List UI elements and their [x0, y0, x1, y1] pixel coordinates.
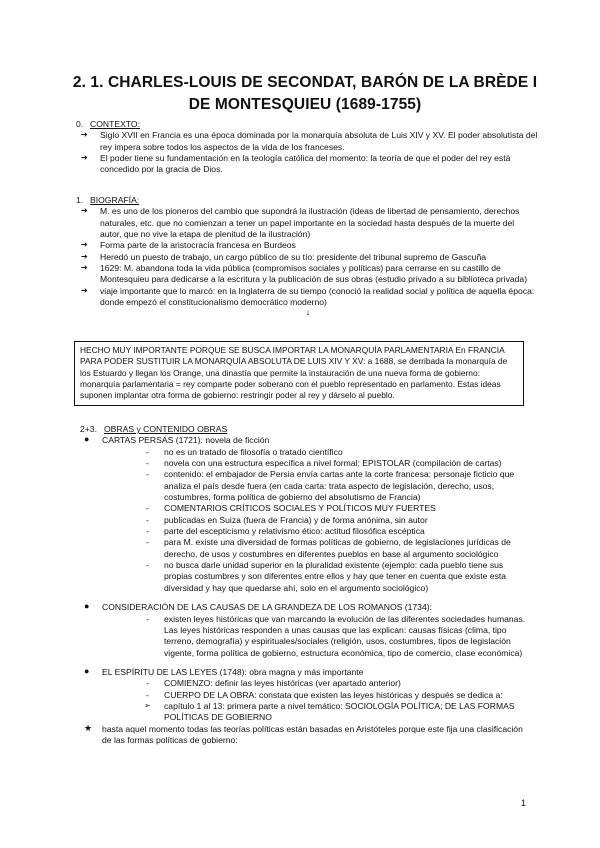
consideracion-details	[102, 614, 532, 659]
obra-espiritu-leyes	[82, 667, 532, 724]
star-icon: ★	[84, 722, 93, 733]
obra-label: EL ESPÍRITU DE LAS LEYES (1748): obra magna y más importante	[102, 666, 364, 677]
list-item: - no es un tratado de filosofía o tratado científico	[142, 447, 532, 458]
list-item: ➔ Heredó un puesto de trabajo, un cargo público de su tío: presidente del tribunal supremo de Gascuña	[78, 252, 538, 263]
list-item: - existen leyes históricas que van marcando la evolución de las diferentes sociedades humanas. Las leyes históricas responden a unas causas que las explican: causas físicas (clima, tipo terreno, demografía) y espirituales/sociales (religión, usos, costumbres, tipos de legislación vigente, forma política de gobierno, estructura económica, tipo de comercio, clase económica)	[142, 614, 532, 659]
document-title: 2. 1. CHARLES-LOUIS DE SECONDAT, BARÓN DE LA BRÈDE I DE MONTESQUIEU (1689-1755)	[72, 74, 538, 113]
list-item: - contenido: el embajador de Persia envía cartas ante la corte francesa: personaje ficticio que analiza el país desde fuera (en cada carta: trata aspecto de legislación, derecho, usos, costumbres, forma política de gobierno del absolutismo de Francia)	[142, 469, 532, 503]
list-item: ➔ M. es uno de los pioneros del cambio que supondrá la ilustración (ideas de libertad de pensamiento, derechos naturales, etc. que no comienzan a tener un papel importante en la sociedad hasta después de la muerte del autor, que no vive la etapa de plenitud de la ilustración)	[78, 206, 538, 240]
section-heading	[78, 195, 538, 206]
contexto-list	[78, 130, 538, 175]
obra-label: CONSIDERACIÓN DE LAS CAUSAS DE LA GRANDEZA DE LOS ROMANOS (1734):	[102, 602, 432, 613]
section-heading	[78, 119, 538, 130]
highlight-box-text: HECHO MUY IMPORTANTE PORQUE SE BUSCA IMPORTAR LA MONARQUÍA PARLAMENTARIA En FRANCIA PARA PODER SUSTITUIR LA MONARQUÍA ABSOLUTA DE LUIS XIV Y XV: a 1688, se derribada la monarquía de los Estuardo y llegan los Orange, una dinastía que permite la instauración de una nueva forma de gobierno: monarquía parlamentaria = rey comparte poder soberano con el pueblo representado en parlamento. Estas ideas suponen implantar otra forma de gobierno: restringir poder al rey y dárselo al pueblo.	[80, 345, 508, 401]
list-item: - no busca darle unidad superior en la pluralidad existente (ejemplo: cada pueblo tiene sus propias costumbres y son diferentes entre ellos y hay que tener en cuenta que existe esta diversidad y hay que quedarse ahí, solo en el argumento sociológico)	[142, 560, 532, 594]
section-obras	[82, 424, 532, 746]
list-item: ➔ Forma parte de la aristocracia francesa en Burdeos	[78, 240, 538, 251]
down-arrow-icon: ↓	[305, 307, 311, 318]
list-item: - parte del escepticismo y relativismo ético: actitud filosófica escéptica	[142, 526, 532, 537]
list-item: - para M. existe una diversidad de formas políticas de gobierno, de legislaciones jurídicas de derecho, de usos y costumbres en diferentes pueblos en base al argumento sociológico	[142, 537, 532, 560]
section-number: 0.	[76, 119, 84, 129]
list-item: ➔ Siglo XVII en Francia es una época dominada por la monarquía absoluta de Luis XIV y XV. El poder absolutista del rey impera sobre todos los aspectos de la vida de los franceses.	[78, 130, 538, 153]
star-note	[82, 724, 532, 747]
obra-label: CARTAS PERSAS (1721): novela de ficción	[102, 435, 270, 446]
espiritu-details	[102, 678, 532, 723]
section-title: BIOGRAFÍA:	[90, 195, 140, 205]
list-item: ➔ El poder tiene su fundamentación en la teología católica del momento: la teoría de que el poder del rey está concedido por la gracia de Dios.	[78, 153, 538, 176]
section-biografia	[78, 195, 538, 318]
biografia-list	[78, 206, 538, 308]
section-contexto	[78, 119, 538, 176]
bullet-icon: ●	[84, 665, 90, 676]
section-number: 2+3.	[80, 424, 97, 434]
page-number: 1	[520, 798, 526, 808]
section-number: 1.	[76, 195, 84, 205]
list-item: ➢ capítulo 1 al 13: primera parte a nivel temático: SOCIOLOGÍA POLÍTICA; DE LAS FORMAS POLÍTICAS DE GOBIERNO	[142, 701, 532, 724]
obra-cartas-persas	[82, 435, 532, 602]
star-note-text: hasta aquel momento todas las teorías políticas están basadas en Aristóteles porque este fija una clasificación de las formas políticas de gobierno:	[102, 723, 523, 745]
cartas-details	[102, 447, 532, 594]
list-item: ➔ viaje importante que lo marcó: en la Inglaterra de su tiempo (conoció la realidad social y política de aquella época: donde empezó el constitucionalismo democrático moderno)	[78, 286, 538, 309]
section-title: OBRAS y CONTENIDO OBRAS	[104, 424, 228, 434]
bullet-icon: ●	[84, 434, 90, 445]
obras-list	[82, 435, 532, 746]
list-item: - novela con una estructura específica a nivel formal: EPISTOLAR (compilación de cartas)	[142, 458, 532, 469]
list-item: - COMENTARIOS CRÍTICOS SOCIALES Y POLÍTICOS MUY FUERTES	[142, 503, 532, 514]
list-item: ➔ 1629: M. abandona toda la vida pública (compromisos sociales y políticas) para cerrarse en su castillo de Montesquieu para dedicarse a la escritura y la publicación de sus obras (estudio privado a su biblioteca privada)	[78, 263, 538, 286]
section-heading	[82, 424, 532, 435]
list-item: - publicadas en Suiza (fuera de Francia) y de forma anónima, sin autor	[142, 515, 532, 526]
list-item: - CUERPO DE LA OBRA: constata que existen las leyes históricas y después se dedica a:	[142, 690, 532, 701]
list-item: - COMIENZO: definir las leyes históricas (ver apartado anterior)	[142, 678, 532, 689]
highlight-box	[74, 341, 524, 406]
bullet-icon: ●	[84, 601, 90, 612]
obra-consideracion	[82, 602, 532, 667]
section-title: CONTEXTO:	[90, 119, 140, 129]
